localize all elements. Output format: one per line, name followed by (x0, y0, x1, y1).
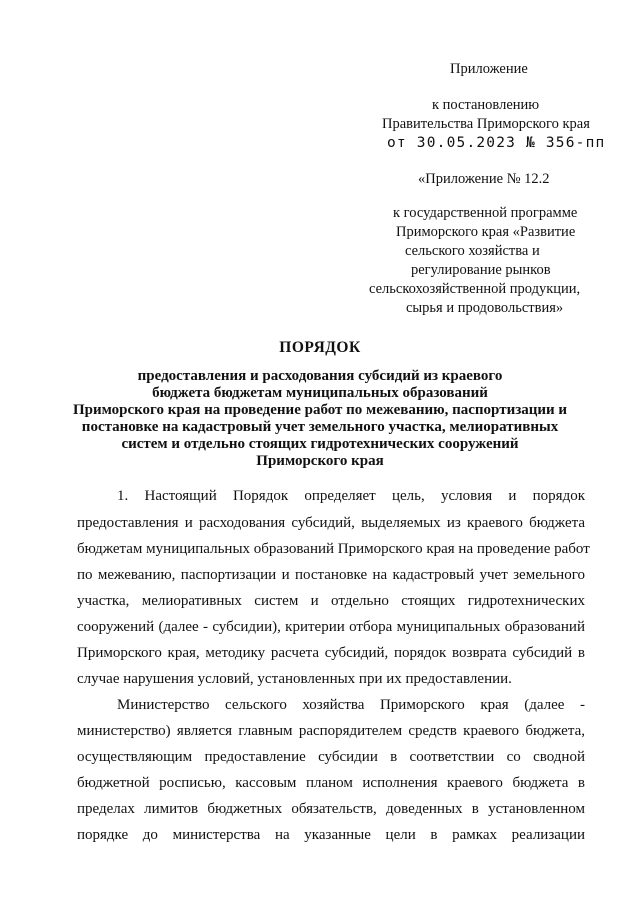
program-line: сырья и продовольствия» (406, 300, 564, 316)
appendix-12-2-label: «Приложение № 12.2 (418, 171, 550, 187)
program-line: регулирование рынков (411, 262, 551, 278)
program-line: сельского хозяйства и (405, 243, 540, 259)
program-line: к государственной программе (393, 205, 578, 221)
body-line: министерство) является главным распорядителем средств краевого бюджета, (77, 723, 585, 739)
body-line: предоставления и расходования субсидий, выделяемых из краевого бюджета (77, 515, 585, 531)
document-title: ПОРЯДОК (279, 339, 361, 356)
body-line: пределах лимитов бюджетных обязательств, доведенных в установленном (77, 801, 585, 817)
subtitle-line: Приморского края (256, 453, 384, 469)
body-line: осуществляющим предоставление субсидии в соответствии со сводной (77, 749, 585, 765)
to-resolution-line-1: к постановлению (432, 97, 540, 113)
body-line: Приморского края, методику расчета субсидий, порядок возврата субсидий в (77, 645, 585, 661)
body-line: 1. Настоящий Порядок определяет цель, условия и порядок (117, 488, 585, 504)
body-line: бюджетной росписью, кассовым планом исполнения краевого бюджета в (77, 775, 585, 791)
appendix-label: Приложение (450, 61, 528, 77)
resolution-date-stamp: от 30.05.2023 № 356-пп (387, 135, 606, 151)
subtitle-line: бюджета бюджетам муниципальных образований (152, 385, 488, 401)
program-line: сельскохозяйственной продукции, (369, 281, 581, 297)
body-line: Министерство сельского хозяйства Приморского края (далее - (117, 697, 585, 713)
body-line: случае нарушения условий, установленных при их предоставлении. (77, 671, 512, 687)
body-line: сооружений (далее - субсидии), критерии отбора муниципальных образований (77, 619, 585, 635)
subtitle-line: систем и отдельно стоящих гидротехнических сооружений (121, 436, 519, 452)
program-line: Приморского края «Развитие (396, 224, 576, 240)
body-line: бюджетам муниципальных образований Приморского края на проведение работ (77, 541, 590, 557)
subtitle-line: Приморского края на проведение работ по межеванию, паспортизации и (72, 402, 568, 418)
to-resolution-line-2: Правительства Приморского края (382, 116, 590, 132)
body-line: по межеванию, паспортизации и постановке на кадастровый учет земельного (77, 567, 585, 583)
subtitle-line: постановке на кадастровый учет земельного участка, мелиоративных (81, 419, 559, 435)
body-line: порядке до министерства на указанные цели в рамках реализации (77, 827, 585, 843)
body-line: участка, мелиоративных систем и отдельно стоящих гидротехнических (77, 593, 585, 609)
subtitle-line: предоставления и расходования субсидий из краевого (137, 368, 503, 384)
